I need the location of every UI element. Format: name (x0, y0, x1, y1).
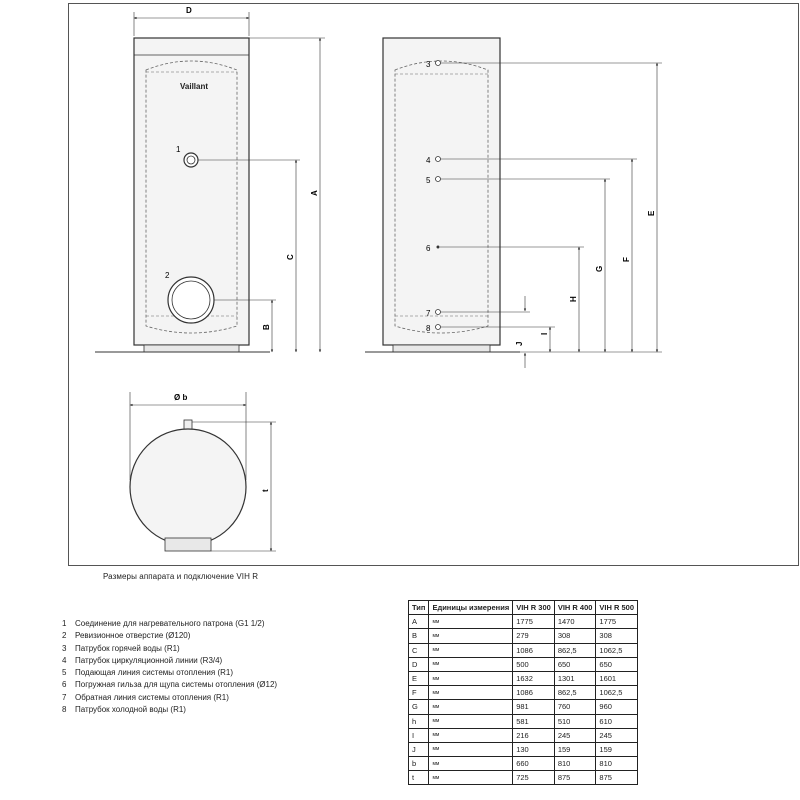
port-1-label: 1 (176, 145, 181, 154)
drawing-caption: Размеры аппарата и подключение VIH R (103, 572, 259, 581)
table-cell: 510 (554, 714, 596, 728)
table-cell: мм (429, 629, 513, 643)
port-7-marker (436, 310, 441, 315)
table-cell: мм (429, 700, 513, 714)
table-cell: 159 (554, 742, 596, 756)
legend-item-number: 7 (62, 692, 67, 702)
dim-g-label: G (595, 265, 604, 272)
front-view (95, 6, 325, 352)
table-cell: мм (429, 757, 513, 771)
port-3-label: 3 (426, 60, 431, 69)
dim-j-label: J (515, 341, 524, 346)
dim-e-label: E (647, 210, 656, 216)
table-cell: мм (429, 771, 513, 785)
legend-item-number: 6 (62, 680, 67, 690)
legend-item (62, 692, 277, 704)
dim-b-label: B (262, 324, 271, 330)
table-cell: C (409, 643, 429, 657)
table-cell: 1301 (554, 671, 596, 685)
port-6-label: 6 (426, 244, 431, 253)
table-row (409, 742, 638, 756)
table-cell: 216 (513, 728, 555, 742)
table-cell: 279 (513, 629, 555, 643)
table-cell: J (409, 742, 429, 756)
table-cell: E (409, 671, 429, 685)
table-cell: 1086 (513, 686, 555, 700)
table-cell: A (409, 615, 429, 629)
port-7-label: 7 (426, 309, 431, 318)
table-row (409, 700, 638, 714)
table-cell: 1632 (513, 671, 555, 685)
legend-item (62, 618, 277, 630)
table-cell: 308 (596, 629, 638, 643)
port-4-label: 4 (426, 156, 431, 165)
table-cell: I (409, 728, 429, 742)
table-row (409, 657, 638, 671)
table-cell: 760 (554, 700, 596, 714)
table-cell: 1062,5 (596, 643, 638, 657)
table-cell: 875 (596, 771, 638, 785)
table-cell: 862,5 (554, 643, 596, 657)
table-cell: h (409, 714, 429, 728)
table-cell: 1470 (554, 615, 596, 629)
table-header-cell: VIH R 400 (554, 601, 596, 615)
table-row (409, 615, 638, 629)
table-cell: мм (429, 742, 513, 756)
table-header-cell: Тип (409, 601, 429, 615)
table-row (409, 686, 638, 700)
table-cell: B (409, 629, 429, 643)
table-cell: 610 (596, 714, 638, 728)
dim-f-label: F (622, 257, 631, 262)
table-cell: мм (429, 686, 513, 700)
port-5-marker (436, 177, 441, 182)
table-cell: 1601 (596, 671, 638, 685)
table-cell: 308 (554, 629, 596, 643)
table-cell: 159 (596, 742, 638, 756)
table-cell: 1775 (513, 615, 555, 629)
dim-t-label: t (261, 489, 270, 492)
table-cell: мм (429, 643, 513, 657)
legend-item (62, 679, 277, 691)
legend-item-text: Ревизионное отверстие (Ø120) (75, 631, 191, 641)
table-cell: 810 (554, 757, 596, 771)
table-cell: 660 (513, 757, 555, 771)
legend-item-number: 1 (62, 619, 67, 628)
table-cell: F (409, 686, 429, 700)
table-row (409, 757, 638, 771)
brand-logo: Vaillant (180, 82, 209, 91)
table-cell: мм (429, 671, 513, 685)
port-2-revision-opening (168, 277, 214, 323)
table-cell: 245 (554, 728, 596, 742)
table-row (409, 629, 638, 643)
table-cell: мм (429, 657, 513, 671)
port-1-connector (184, 153, 198, 167)
port-3-marker (436, 61, 441, 66)
legend-item-text: Подающая линия системы отопления (R1) (75, 668, 234, 678)
table-row (409, 771, 638, 785)
table-cell: 960 (596, 700, 638, 714)
table-row (409, 728, 638, 742)
table-cell: 1062,5 (596, 686, 638, 700)
table-cell: 130 (513, 742, 555, 756)
side-tank-body (383, 38, 500, 345)
dim-c-label: C (286, 254, 295, 260)
legend-item-number: 5 (62, 668, 67, 678)
legend-item (62, 655, 277, 667)
dim-i-label: I (540, 332, 549, 335)
legend-item-number: 4 (62, 655, 67, 665)
table-cell: 981 (513, 700, 555, 714)
legend-item (62, 643, 277, 655)
table-cell: D (409, 657, 429, 671)
table-header-row (409, 601, 638, 615)
port-4-marker (436, 157, 441, 162)
table-header-cell: Единицы измерения (429, 601, 513, 615)
table-cell: 1086 (513, 643, 555, 657)
table-cell: 650 (554, 657, 596, 671)
top-tank-circle (130, 429, 246, 545)
side-view (365, 38, 662, 368)
table-cell: мм (429, 615, 513, 629)
legend-item-text: Погружная гильза для щупа системы отопления (Ø12) (75, 680, 278, 690)
table-row (409, 643, 638, 657)
legend-item-number: 8 (62, 705, 67, 715)
table-row (409, 671, 638, 685)
table-cell: мм (429, 714, 513, 728)
legend-item-text: Патрубок горячей воды (R1) (75, 643, 180, 653)
table-cell: 725 (513, 771, 555, 785)
table-cell: 500 (513, 657, 555, 671)
table-cell: 245 (596, 728, 638, 742)
legend-item-number: 2 (62, 631, 67, 641)
port-8-label: 8 (426, 324, 431, 333)
dim-d-label: D (186, 6, 192, 15)
table-cell: 862,5 (554, 686, 596, 700)
port-5-label: 5 (426, 176, 431, 185)
legend-item-text: Соединение для нагревательного патрона (G1 1/2) (75, 619, 265, 628)
table-header-cell: VIH R 300 (513, 601, 555, 615)
port-6-marker (437, 246, 440, 249)
legend-item (62, 704, 277, 716)
table-cell: b (409, 757, 429, 771)
table-cell: 650 (596, 657, 638, 671)
table-cell: 581 (513, 714, 555, 728)
table-row (409, 714, 638, 728)
port-2-label: 2 (165, 271, 170, 280)
top-view (130, 392, 276, 551)
legend-item-text: Патрубок холодной воды (R1) (75, 705, 186, 715)
table-cell: 1775 (596, 615, 638, 629)
legend-item (62, 667, 277, 679)
legend-item (62, 630, 277, 642)
dim-a-label: A (310, 190, 319, 196)
legend-item-text: Патрубок циркуляционной линии (R3/4) (75, 655, 223, 665)
table-cell: 875 (554, 771, 596, 785)
dimensions-table (408, 600, 638, 785)
table-cell: G (409, 700, 429, 714)
dim-b-diameter-label: Ø b (174, 393, 188, 402)
legend-item-number: 3 (62, 643, 67, 653)
port-8-marker (436, 325, 441, 330)
connection-legend (62, 618, 277, 716)
table-cell: мм (429, 728, 513, 742)
table-cell: t (409, 771, 429, 785)
table-cell: 810 (596, 757, 638, 771)
legend-item-text: Обратная линия системы отопления (R1) (75, 692, 229, 702)
dim-h-label: H (569, 296, 578, 302)
table-header-cell: VIH R 500 (596, 601, 638, 615)
